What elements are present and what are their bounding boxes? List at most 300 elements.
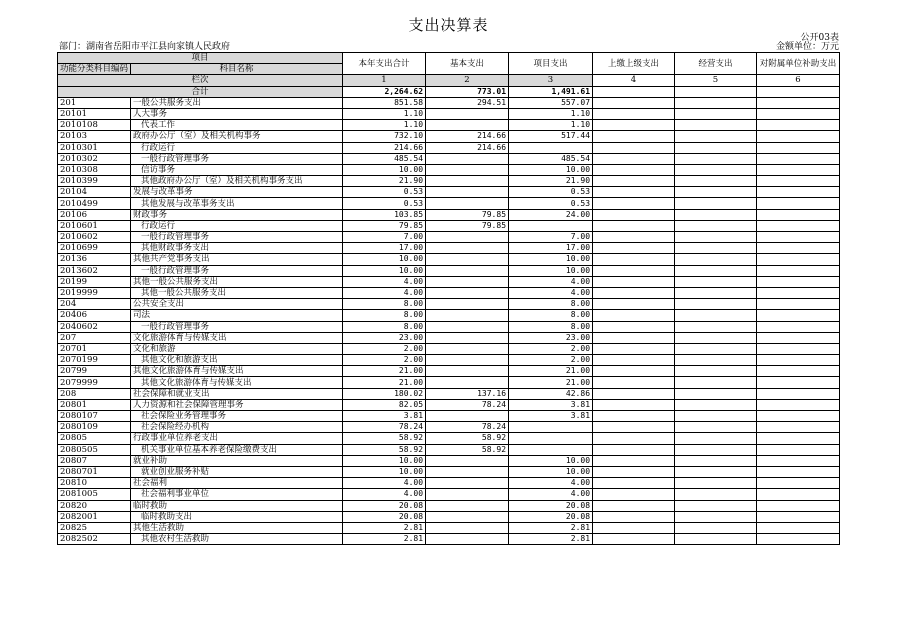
- name-cell: 其他文化和旅游支出: [131, 355, 343, 366]
- total-expense-cell: 3.81: [343, 411, 426, 422]
- code-cell: 20406: [58, 310, 131, 321]
- total-expense-cell: 103.85: [343, 209, 426, 220]
- table-row: [58, 97, 840, 108]
- table-body: [58, 53, 840, 545]
- total-expense-cell: 79.85: [343, 220, 426, 231]
- table-row: [58, 422, 840, 433]
- table-row: [58, 433, 840, 444]
- total-expense-cell: 485.54: [343, 153, 426, 164]
- subsidy-cell: [757, 466, 840, 477]
- business-expense-cell: [675, 500, 757, 511]
- table-row: [58, 500, 840, 511]
- basic-expense-cell: 58.92: [426, 433, 509, 444]
- total-expense-cell: 1.10: [343, 108, 426, 119]
- code-cell: 201: [58, 97, 131, 108]
- project-expense-cell: 2.00: [509, 343, 593, 354]
- upper-remit-cell: [593, 388, 675, 399]
- col3-header: 项目支出: [509, 53, 593, 75]
- row-number-row: [58, 75, 840, 86]
- upper-remit-cell: [593, 534, 675, 545]
- name-cell: 一般行政管理事务: [131, 265, 343, 276]
- total-expense-cell: 21.90: [343, 176, 426, 187]
- project-expense-cell: 10.00: [509, 265, 593, 276]
- col2-header: 基本支出: [426, 53, 509, 75]
- code-cell: 20801: [58, 399, 131, 410]
- code-cell: 20810: [58, 478, 131, 489]
- basic-expense-cell: [426, 299, 509, 310]
- business-expense-cell: [675, 411, 757, 422]
- subsidy-cell: [757, 455, 840, 466]
- total-expense-cell: 4.00: [343, 287, 426, 298]
- upper-remit-cell: [593, 108, 675, 119]
- basic-expense-cell: [426, 343, 509, 354]
- upper-remit-cell: [593, 97, 675, 108]
- row-number: 3: [509, 75, 593, 86]
- project-expense-cell: 21.90: [509, 176, 593, 187]
- subsidy-cell: [757, 142, 840, 153]
- row-number-label: 栏次: [58, 75, 343, 86]
- total-expense-cell: 851.58: [343, 97, 426, 108]
- name-cell: 社会保障和就业支出: [131, 388, 343, 399]
- basic-expense-cell: [426, 310, 509, 321]
- table-row: [58, 232, 840, 243]
- code-cell: 208: [58, 388, 131, 399]
- code-header: 功能分类科目编码: [58, 64, 131, 75]
- basic-expense-cell: [426, 332, 509, 343]
- basic-expense-cell: [426, 534, 509, 545]
- upper-remit-cell: [593, 187, 675, 198]
- table-row: [58, 209, 840, 220]
- code-cell: 20807: [58, 455, 131, 466]
- name-cell: 其他一般公共服务支出: [131, 287, 343, 298]
- project-expense-cell: 21.00: [509, 366, 593, 377]
- table-row: [58, 287, 840, 298]
- business-expense-cell: [675, 522, 757, 533]
- business-expense-cell: [675, 478, 757, 489]
- name-header: 科目名称: [131, 64, 343, 75]
- project-expense-cell: 10.00: [509, 254, 593, 265]
- table-row: [58, 120, 840, 131]
- basic-expense-cell: 78.24: [426, 422, 509, 433]
- basic-expense-cell: [426, 355, 509, 366]
- table-row: [58, 511, 840, 522]
- total-expense-cell: 10.00: [343, 164, 426, 175]
- name-cell: 政府办公厅（室）及相关机构事务: [131, 131, 343, 142]
- code-cell: 20820: [58, 500, 131, 511]
- basic-expense-cell: [426, 366, 509, 377]
- basic-expense-cell: [426, 265, 509, 276]
- subsidy-cell: [757, 153, 840, 164]
- header-row: [58, 53, 840, 64]
- subsidy-cell: [757, 332, 840, 343]
- name-cell: 其他农村生活救助: [131, 534, 343, 545]
- code-cell: 20825: [58, 522, 131, 533]
- table-row: [58, 310, 840, 321]
- project-expense-cell: 10.00: [509, 455, 593, 466]
- table-row: [58, 243, 840, 254]
- subsidy-cell: [757, 411, 840, 422]
- project-expense-cell: 8.00: [509, 310, 593, 321]
- business-expense-cell: [675, 399, 757, 410]
- total-expense-cell: 2.81: [343, 534, 426, 545]
- business-expense-cell: [675, 377, 757, 388]
- basic-expense-cell: [426, 511, 509, 522]
- code-cell: 2010108: [58, 120, 131, 131]
- col4-header: 上缴上级支出: [593, 53, 675, 75]
- upper-remit-cell: [593, 198, 675, 209]
- basic-expense-cell: [426, 455, 509, 466]
- subsidy-cell: [757, 220, 840, 231]
- upper-remit-cell: [593, 310, 675, 321]
- upper-remit-cell: [593, 243, 675, 254]
- subsidy-cell: [757, 377, 840, 388]
- total-expense-cell: 0.53: [343, 198, 426, 209]
- table-row: [58, 220, 840, 231]
- name-cell: 临时救助: [131, 500, 343, 511]
- business-expense-cell: [675, 220, 757, 231]
- upper-remit-cell: [593, 444, 675, 455]
- business-expense-cell: [675, 198, 757, 209]
- project-expense-cell: 17.00: [509, 243, 593, 254]
- project-expense-cell: 8.00: [509, 321, 593, 332]
- code-cell: 20199: [58, 276, 131, 287]
- project-expense-cell: 2.00: [509, 355, 593, 366]
- basic-expense-cell: [426, 198, 509, 209]
- total-expense-cell: 82.05: [343, 399, 426, 410]
- name-cell: 一般公共服务支出: [131, 97, 343, 108]
- project-expense-cell: 4.00: [509, 489, 593, 500]
- name-cell: 行政运行: [131, 142, 343, 153]
- subsidy-cell: [757, 97, 840, 108]
- code-cell: 2040602: [58, 321, 131, 332]
- project-expense-cell: [509, 422, 593, 433]
- subsidy-cell: [757, 422, 840, 433]
- business-expense-cell: [675, 355, 757, 366]
- basic-expense-cell: [426, 377, 509, 388]
- name-cell: 一般行政管理事务: [131, 321, 343, 332]
- subsidy-cell: [757, 500, 840, 511]
- subsidy-cell: [757, 355, 840, 366]
- total-expense-cell: 214.66: [343, 142, 426, 153]
- form-code: 公开03表: [800, 33, 839, 43]
- name-cell: 其他文化旅游体育与传媒支出: [131, 366, 343, 377]
- business-expense-cell: [675, 176, 757, 187]
- basic-expense-cell: 137.16: [426, 388, 509, 399]
- upper-remit-cell: [593, 422, 675, 433]
- name-cell: 社会福利事业单位: [131, 489, 343, 500]
- code-cell: 2010601: [58, 220, 131, 231]
- project-expense-cell: 2.81: [509, 534, 593, 545]
- business-expense-cell: [675, 388, 757, 399]
- code-cell: 2019999: [58, 287, 131, 298]
- subsidy-cell: [757, 287, 840, 298]
- name-cell: 人力资源和社会保障管理事务: [131, 399, 343, 410]
- code-cell: 204: [58, 299, 131, 310]
- name-cell: 其他发展与改革事务支出: [131, 198, 343, 209]
- total-value: [757, 86, 840, 97]
- business-expense-cell: [675, 187, 757, 198]
- total-expense-cell: 17.00: [343, 243, 426, 254]
- total-expense-cell: 2.00: [343, 343, 426, 354]
- project-expense-cell: 20.08: [509, 500, 593, 511]
- name-cell: 临时救助支出: [131, 511, 343, 522]
- table-row: [58, 478, 840, 489]
- basic-expense-cell: [426, 176, 509, 187]
- project-expense-cell: 1.10: [509, 108, 593, 119]
- code-cell: 2010602: [58, 232, 131, 243]
- total-row: [58, 86, 840, 97]
- upper-remit-cell: [593, 176, 675, 187]
- name-cell: 一般行政管理事务: [131, 232, 343, 243]
- name-cell: 机关事业单位基本养老保险缴费支出: [131, 444, 343, 455]
- basic-expense-cell: [426, 232, 509, 243]
- project-expense-cell: 1.10: [509, 120, 593, 131]
- subsidy-cell: [757, 444, 840, 455]
- project-expense-cell: 3.81: [509, 411, 593, 422]
- table-row: [58, 343, 840, 354]
- code-cell: 2082001: [58, 511, 131, 522]
- project-expense-cell: 0.53: [509, 187, 593, 198]
- upper-remit-cell: [593, 265, 675, 276]
- total-expense-cell: 10.00: [343, 455, 426, 466]
- business-expense-cell: [675, 466, 757, 477]
- total-expense-cell: 10.00: [343, 265, 426, 276]
- project-expense-cell: [509, 142, 593, 153]
- table-row: [58, 265, 840, 276]
- business-expense-cell: [675, 164, 757, 175]
- upper-remit-cell: [593, 142, 675, 153]
- business-expense-cell: [675, 232, 757, 243]
- upper-remit-cell: [593, 321, 675, 332]
- table-row: [58, 153, 840, 164]
- subsidy-cell: [757, 176, 840, 187]
- total-expense-cell: 7.00: [343, 232, 426, 243]
- project-expense-cell: 4.00: [509, 287, 593, 298]
- project-expense-cell: 517.44: [509, 131, 593, 142]
- project-expense-cell: 0.53: [509, 198, 593, 209]
- code-cell: 2080505: [58, 444, 131, 455]
- subsidy-cell: [757, 164, 840, 175]
- table-row: [58, 411, 840, 422]
- table-row: [58, 164, 840, 175]
- name-cell: 就业创业服务补贴: [131, 466, 343, 477]
- upper-remit-cell: [593, 466, 675, 477]
- table-row: [58, 299, 840, 310]
- total-expense-cell: 0.53: [343, 187, 426, 198]
- project-header: 项目: [58, 53, 343, 64]
- subsidy-cell: [757, 254, 840, 265]
- basic-expense-cell: 58.92: [426, 444, 509, 455]
- upper-remit-cell: [593, 366, 675, 377]
- name-cell: 一般行政管理事务: [131, 153, 343, 164]
- table-row: [58, 366, 840, 377]
- subsidy-cell: [757, 511, 840, 522]
- business-expense-cell: [675, 534, 757, 545]
- table-row: [58, 198, 840, 209]
- total-value: 1,491.61: [509, 86, 593, 97]
- business-expense-cell: [675, 332, 757, 343]
- table-row: [58, 176, 840, 187]
- table-row: [58, 332, 840, 343]
- upper-remit-cell: [593, 377, 675, 388]
- row-number: 2: [426, 75, 509, 86]
- project-expense-cell: [509, 220, 593, 231]
- basic-expense-cell: 214.66: [426, 131, 509, 142]
- name-cell: 其他生活救助: [131, 522, 343, 533]
- total-value: [593, 86, 675, 97]
- project-expense-cell: 7.00: [509, 232, 593, 243]
- project-expense-cell: 10.00: [509, 164, 593, 175]
- upper-remit-cell: [593, 455, 675, 466]
- project-expense-cell: 42.86: [509, 388, 593, 399]
- table-row: [58, 444, 840, 455]
- unit-label: 金额单位：万元: [775, 42, 839, 52]
- name-cell: 人大事务: [131, 108, 343, 119]
- business-expense-cell: [675, 131, 757, 142]
- business-expense-cell: [675, 108, 757, 119]
- project-expense-cell: 24.00: [509, 209, 593, 220]
- name-cell: 其他共产党事务支出: [131, 254, 343, 265]
- basic-expense-cell: [426, 108, 509, 119]
- table-row: [58, 321, 840, 332]
- table-row: [58, 399, 840, 410]
- business-expense-cell: [675, 455, 757, 466]
- page-title: 支出决算表: [408, 16, 489, 34]
- table-row: [58, 187, 840, 198]
- basic-expense-cell: [426, 120, 509, 131]
- project-expense-cell: 21.00: [509, 377, 593, 388]
- business-expense-cell: [675, 444, 757, 455]
- upper-remit-cell: [593, 433, 675, 444]
- total-expense-cell: 1.10: [343, 120, 426, 131]
- total-expense-cell: 2.81: [343, 522, 426, 533]
- name-cell: 社会保险业务管理事务: [131, 411, 343, 422]
- upper-remit-cell: [593, 343, 675, 354]
- name-cell: 就业补助: [131, 455, 343, 466]
- total-expense-cell: 10.00: [343, 466, 426, 477]
- row-number: 5: [675, 75, 757, 86]
- project-expense-cell: 20.08: [509, 511, 593, 522]
- basic-expense-cell: [426, 276, 509, 287]
- total-expense-cell: 732.10: [343, 131, 426, 142]
- code-cell: 2013602: [58, 265, 131, 276]
- name-cell: 司法: [131, 310, 343, 321]
- table-row: [58, 276, 840, 287]
- subsidy-cell: [757, 299, 840, 310]
- code-cell: 2010301: [58, 142, 131, 153]
- upper-remit-cell: [593, 355, 675, 366]
- business-expense-cell: [675, 366, 757, 377]
- basic-expense-cell: [426, 411, 509, 422]
- table-row: [58, 142, 840, 153]
- project-expense-cell: 10.00: [509, 466, 593, 477]
- upper-remit-cell: [593, 411, 675, 422]
- subsidy-cell: [757, 321, 840, 332]
- table-row: [58, 534, 840, 545]
- subsidy-cell: [757, 433, 840, 444]
- project-expense-cell: 2.81: [509, 522, 593, 533]
- name-cell: 发展与改革事务: [131, 187, 343, 198]
- upper-remit-cell: [593, 500, 675, 511]
- basic-expense-cell: 294.51: [426, 97, 509, 108]
- expenditure-table: [57, 52, 840, 545]
- upper-remit-cell: [593, 332, 675, 343]
- table-row: [58, 254, 840, 265]
- name-cell: 其他财政事务支出: [131, 243, 343, 254]
- total-expense-cell: 10.00: [343, 254, 426, 265]
- project-expense-cell: 557.07: [509, 97, 593, 108]
- name-cell: 行政事业单位养老支出: [131, 433, 343, 444]
- upper-remit-cell: [593, 164, 675, 175]
- code-cell: 20805: [58, 433, 131, 444]
- table-row: [58, 108, 840, 119]
- business-expense-cell: [675, 97, 757, 108]
- name-cell: 文化旅游体育与传媒支出: [131, 332, 343, 343]
- name-cell: 其他文化旅游体育与传媒支出: [131, 377, 343, 388]
- total-expense-cell: 23.00: [343, 332, 426, 343]
- subsidy-cell: [757, 399, 840, 410]
- total-expense-cell: 4.00: [343, 478, 426, 489]
- upper-remit-cell: [593, 120, 675, 131]
- basic-expense-cell: [426, 321, 509, 332]
- total-value: 2,264.62: [343, 86, 426, 97]
- business-expense-cell: [675, 254, 757, 265]
- upper-remit-cell: [593, 478, 675, 489]
- basic-expense-cell: [426, 522, 509, 533]
- name-cell: 代表工作: [131, 120, 343, 131]
- code-cell: 207: [58, 332, 131, 343]
- subsidy-cell: [757, 534, 840, 545]
- row-number: 4: [593, 75, 675, 86]
- total-expense-cell: 21.00: [343, 366, 426, 377]
- total-expense-cell: 4.00: [343, 489, 426, 500]
- project-expense-cell: 485.54: [509, 153, 593, 164]
- department-label: 部门：湖南省岳阳市平江县向家镇人民政府: [59, 42, 231, 52]
- subsidy-cell: [757, 366, 840, 377]
- total-expense-cell: 58.92: [343, 433, 426, 444]
- project-expense-cell: [509, 433, 593, 444]
- code-cell: 2010699: [58, 243, 131, 254]
- project-expense-cell: 4.00: [509, 276, 593, 287]
- total-expense-cell: 20.08: [343, 500, 426, 511]
- basic-expense-cell: 79.85: [426, 220, 509, 231]
- total-expense-cell: 2.00: [343, 355, 426, 366]
- subsidy-cell: [757, 489, 840, 500]
- upper-remit-cell: [593, 209, 675, 220]
- business-expense-cell: [675, 433, 757, 444]
- code-cell: 20701: [58, 343, 131, 354]
- subsidy-cell: [757, 209, 840, 220]
- code-cell: 2010308: [58, 164, 131, 175]
- upper-remit-cell: [593, 220, 675, 231]
- subsidy-cell: [757, 478, 840, 489]
- upper-remit-cell: [593, 276, 675, 287]
- business-expense-cell: [675, 265, 757, 276]
- business-expense-cell: [675, 299, 757, 310]
- code-cell: 20101: [58, 108, 131, 119]
- subsidy-cell: [757, 265, 840, 276]
- total-value: [675, 86, 757, 97]
- name-cell: 社会福利: [131, 478, 343, 489]
- table-row: [58, 355, 840, 366]
- basic-expense-cell: [426, 243, 509, 254]
- code-cell: 2070199: [58, 355, 131, 366]
- table-row: [58, 489, 840, 500]
- subsidy-cell: [757, 131, 840, 142]
- basic-expense-cell: [426, 466, 509, 477]
- upper-remit-cell: [593, 153, 675, 164]
- total-expense-cell: 58.92: [343, 444, 426, 455]
